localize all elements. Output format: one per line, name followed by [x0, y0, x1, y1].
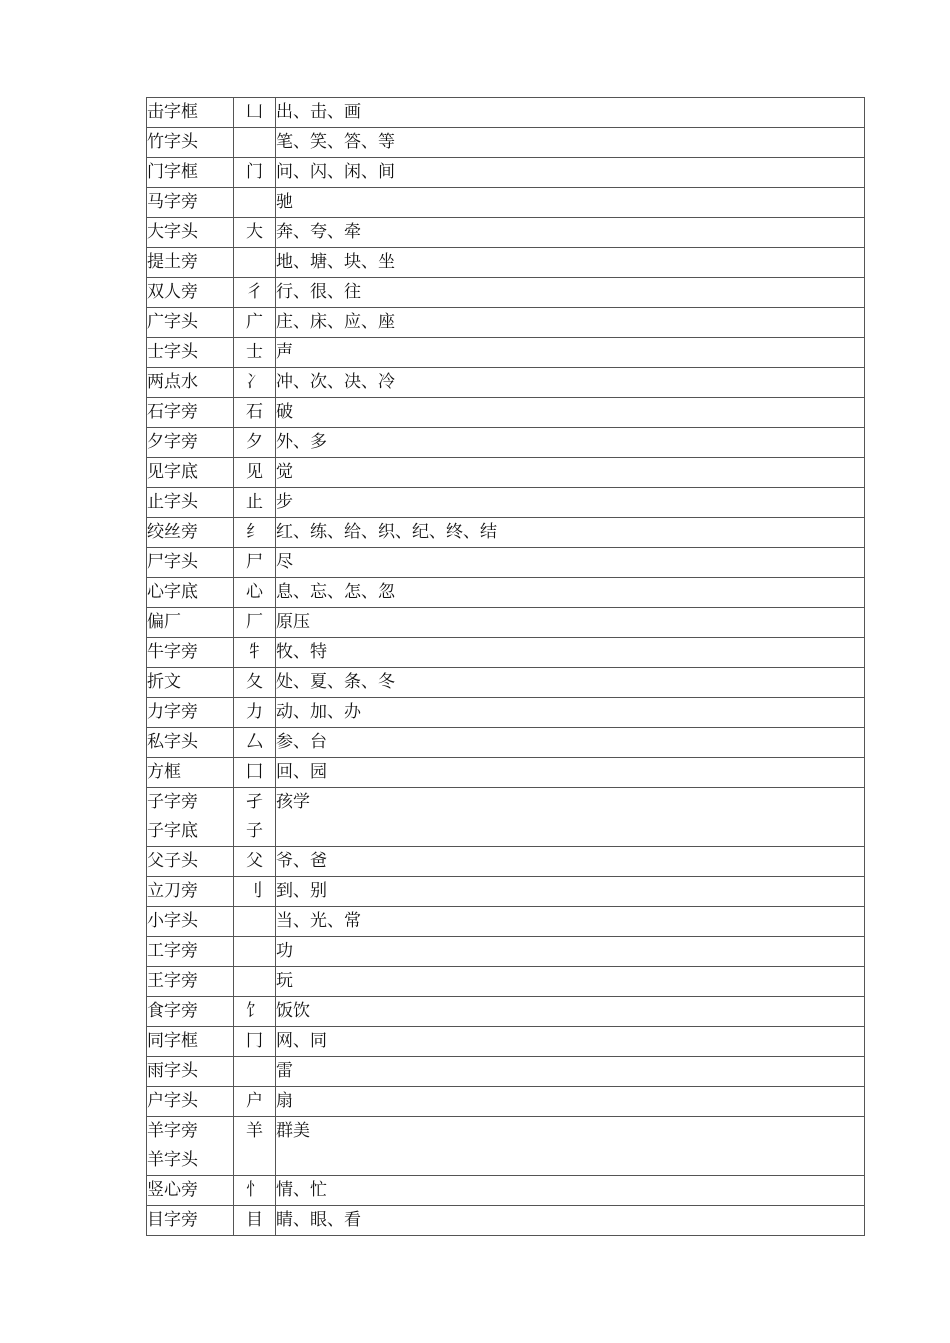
radical-name: 心字底	[147, 582, 198, 602]
radical-symbol: 目	[246, 1210, 263, 1230]
table-row	[147, 128, 865, 158]
radical-symbol	[234, 248, 275, 277]
radical-name-cell	[147, 458, 234, 488]
radical-name: 竹字头	[147, 132, 198, 152]
radical-name-cell	[147, 668, 234, 698]
table-row	[147, 188, 865, 218]
table-row	[147, 997, 865, 1027]
example-chars-cell	[276, 997, 865, 1027]
radical-symbol: 冂	[246, 1031, 263, 1051]
radical-name-cell	[147, 128, 234, 158]
example-chars-cell	[276, 788, 865, 847]
radical-symbol	[234, 128, 275, 157]
table-row	[147, 278, 865, 308]
radical-symbol: 户	[246, 1091, 263, 1111]
table-row	[147, 308, 865, 338]
radical-name-cell	[147, 158, 234, 188]
radical-name-cell	[147, 578, 234, 608]
example-chars: 出、击、画	[276, 102, 361, 122]
radical-symbol-cell	[234, 758, 276, 788]
radical-name-cell	[147, 967, 234, 997]
radical-symbol: 力	[246, 702, 263, 722]
example-chars: 觉	[276, 462, 293, 482]
example-chars-cell	[276, 308, 865, 338]
radical-name-cell	[147, 518, 234, 548]
radical-symbol	[234, 937, 275, 966]
radical-name: 大字头	[147, 222, 198, 242]
radical-name: 雨字头	[147, 1061, 198, 1081]
radical-name: 小字头	[147, 911, 198, 931]
example-chars-cell	[276, 248, 865, 278]
radical-name: 折文	[147, 672, 181, 692]
radical-name-cell	[147, 1117, 234, 1176]
example-chars: 驰	[276, 192, 293, 212]
radical-symbol: 广	[246, 312, 263, 332]
radical-symbol-cell	[234, 458, 276, 488]
radical-name: 马字旁	[147, 192, 198, 212]
radical-symbol-cell	[234, 997, 276, 1027]
example-chars-cell	[276, 338, 865, 368]
radical-symbol: 凵	[246, 102, 263, 122]
radical-name: 石字旁	[147, 402, 198, 422]
radical-symbol-cell	[234, 518, 276, 548]
radical-name: 双人旁	[147, 282, 198, 302]
table-row	[147, 518, 865, 548]
example-chars-cell	[276, 518, 865, 548]
radical-symbol-cell	[234, 1027, 276, 1057]
radical-name-cell	[147, 548, 234, 578]
radical-name-cell	[147, 188, 234, 218]
radical-symbol: 厂	[246, 612, 263, 632]
radical-symbol-cell	[234, 698, 276, 728]
radical-symbol-cell	[234, 548, 276, 578]
radical-name: 工字旁	[147, 941, 198, 961]
example-chars-cell	[276, 368, 865, 398]
table-row	[147, 338, 865, 368]
example-chars: 扇	[276, 1091, 293, 1111]
example-chars-cell	[276, 398, 865, 428]
radical-name-cell	[147, 847, 234, 877]
table-row	[147, 578, 865, 608]
radical-symbol: 子	[246, 821, 263, 841]
table-row	[147, 937, 865, 967]
table-row	[147, 1087, 865, 1117]
radical-name-cell	[147, 488, 234, 518]
example-chars-cell	[276, 1117, 865, 1176]
radical-name-cell	[147, 937, 234, 967]
radical-name: 羊字旁	[147, 1121, 198, 1141]
radical-symbol-cell	[234, 907, 276, 937]
radical-symbol-cell	[234, 638, 276, 668]
table-row	[147, 368, 865, 398]
radical-symbol: 大	[246, 222, 263, 242]
radical-name-cell	[147, 278, 234, 308]
radical-name-cell	[147, 98, 234, 128]
radical-symbol-cell	[234, 967, 276, 997]
radical-symbol-cell	[234, 788, 276, 847]
example-chars-cell	[276, 967, 865, 997]
radical-symbol	[234, 907, 275, 936]
radical-symbol: 止	[246, 492, 263, 512]
example-chars-cell	[276, 578, 865, 608]
radical-symbol-cell	[234, 338, 276, 368]
table-row	[147, 548, 865, 578]
example-chars-cell	[276, 758, 865, 788]
radical-symbol: 尸	[246, 552, 263, 572]
table-row	[147, 158, 865, 188]
example-chars-cell	[276, 1057, 865, 1087]
table-row	[147, 847, 865, 877]
radical-symbol	[234, 188, 275, 217]
radical-name-cell	[147, 1057, 234, 1087]
radical-symbol-cell	[234, 1176, 276, 1206]
example-chars: 庄、床、应、座	[276, 312, 395, 332]
example-chars: 问、闪、闲、间	[276, 162, 395, 182]
radical-name-cell	[147, 428, 234, 458]
table-row	[147, 218, 865, 248]
radical-name-cell	[147, 728, 234, 758]
radical-name-cell	[147, 338, 234, 368]
example-chars-cell	[276, 907, 865, 937]
radical-symbol: 彳	[246, 282, 263, 302]
example-chars: 孩学	[276, 792, 310, 812]
example-chars: 笔、笑、答、等	[276, 132, 395, 152]
example-chars-cell	[276, 728, 865, 758]
radical-symbol: 厶	[246, 732, 263, 752]
example-chars: 雷	[276, 1061, 293, 1081]
example-chars: 情、忙	[276, 1180, 327, 1200]
radical-name: 王字旁	[147, 971, 198, 991]
example-chars-cell	[276, 877, 865, 907]
example-chars-cell	[276, 218, 865, 248]
radical-name-cell	[147, 218, 234, 248]
radical-symbol-cell	[234, 128, 276, 158]
radical-symbol-cell	[234, 578, 276, 608]
radical-symbol: 牜	[246, 642, 263, 662]
example-chars-cell	[276, 638, 865, 668]
table-row	[147, 428, 865, 458]
radical-name-cell	[147, 308, 234, 338]
radical-symbol-cell	[234, 188, 276, 218]
radical-symbol-cell	[234, 398, 276, 428]
table-row	[147, 1027, 865, 1057]
example-chars-cell	[276, 128, 865, 158]
radical-symbol-cell	[234, 1117, 276, 1176]
radical-symbol: 孑	[246, 792, 263, 812]
radical-symbol: 心	[246, 582, 263, 602]
radical-symbol: 饣	[246, 1001, 263, 1021]
example-chars-cell	[276, 847, 865, 877]
example-chars: 处、夏、条、冬	[276, 672, 395, 692]
example-chars-cell	[276, 668, 865, 698]
radical-name: 父子头	[147, 851, 198, 871]
radical-name-cell	[147, 997, 234, 1027]
radical-name: 偏厂	[147, 612, 181, 632]
radical-name: 立刀旁	[147, 881, 198, 901]
radical-symbol-cell	[234, 368, 276, 398]
example-chars: 功	[276, 941, 293, 961]
radical-symbol-cell	[234, 728, 276, 758]
example-chars-cell	[276, 1087, 865, 1117]
table-row	[147, 248, 865, 278]
example-chars: 爷、爸	[276, 851, 327, 871]
example-chars-cell	[276, 428, 865, 458]
table-row	[147, 1117, 865, 1176]
table-row	[147, 1057, 865, 1087]
radical-symbol-cell	[234, 847, 276, 877]
radical-name-cell	[147, 248, 234, 278]
example-chars-cell	[276, 458, 865, 488]
example-chars: 尽	[276, 552, 293, 572]
example-chars: 当、光、常	[276, 911, 361, 931]
example-chars: 外、多	[276, 432, 327, 452]
radical-symbol: 夂	[246, 672, 263, 692]
radical-name-cell	[147, 907, 234, 937]
radical-name: 力字旁	[147, 702, 198, 722]
example-chars: 动、加、办	[276, 702, 361, 722]
radical-name: 士字头	[147, 342, 198, 362]
example-chars-cell	[276, 488, 865, 518]
radical-name-cell	[147, 1027, 234, 1057]
radical-name: 夕字旁	[147, 432, 198, 452]
example-chars-cell	[276, 937, 865, 967]
radical-name: 尸字头	[147, 552, 198, 572]
radical-name: 广字头	[147, 312, 198, 332]
example-chars-cell	[276, 188, 865, 218]
radical-symbol-cell	[234, 218, 276, 248]
radicals-table	[146, 97, 865, 1236]
example-chars: 红、练、给、织、纪、终、结	[276, 522, 497, 542]
radical-name: 竖心旁	[147, 1180, 198, 1200]
table-row	[147, 698, 865, 728]
radical-name: 绞丝旁	[147, 522, 198, 542]
table-row	[147, 458, 865, 488]
radical-name-cell	[147, 877, 234, 907]
table-row	[147, 728, 865, 758]
radical-name: 提土旁	[147, 252, 198, 272]
radical-name-cell	[147, 368, 234, 398]
example-chars-cell	[276, 1027, 865, 1057]
radical-name: 击字框	[147, 102, 198, 122]
table-row	[147, 98, 865, 128]
radical-symbol: 门	[246, 162, 263, 182]
radical-name-cell	[147, 638, 234, 668]
radical-symbol: 父	[246, 851, 263, 871]
radical-symbol-cell	[234, 937, 276, 967]
radical-name: 同字框	[147, 1031, 198, 1051]
radical-name-cell	[147, 1206, 234, 1236]
example-chars-cell	[276, 698, 865, 728]
example-chars: 地、塘、块、坐	[276, 252, 395, 272]
example-chars-cell	[276, 608, 865, 638]
example-chars: 破	[276, 402, 293, 422]
radical-symbol: 士	[246, 342, 263, 362]
example-chars-cell	[276, 548, 865, 578]
table-row	[147, 398, 865, 428]
radical-symbol-cell	[234, 1057, 276, 1087]
example-chars: 息、忘、怎、忽	[276, 582, 395, 602]
radical-name: 子字旁	[147, 792, 198, 812]
example-chars-cell	[276, 278, 865, 308]
radical-name: 见字底	[147, 462, 198, 482]
radical-symbol: 忄	[246, 1180, 263, 1200]
radical-name: 食字旁	[147, 1001, 198, 1021]
radical-symbol-cell	[234, 1206, 276, 1236]
example-chars-cell	[276, 158, 865, 188]
radical-symbol-cell	[234, 608, 276, 638]
example-chars: 冲、次、决、冷	[276, 372, 395, 392]
example-chars: 步	[276, 492, 293, 512]
radical-symbol	[234, 967, 275, 996]
example-chars: 牧、特	[276, 642, 327, 662]
radical-name-cell	[147, 698, 234, 728]
example-chars: 饭饮	[276, 1001, 310, 1021]
radical-symbol: 囗	[246, 762, 263, 782]
radical-symbol: 羊	[246, 1121, 263, 1141]
table-row	[147, 788, 865, 847]
table-row	[147, 1176, 865, 1206]
radical-name: 子字底	[147, 821, 198, 841]
example-chars: 到、别	[276, 881, 327, 901]
radical-symbol-cell	[234, 488, 276, 518]
radical-symbol-cell	[234, 308, 276, 338]
table-row	[147, 877, 865, 907]
radical-symbol-cell	[234, 877, 276, 907]
example-chars: 奔、夸、牵	[276, 222, 361, 242]
radical-symbol-cell	[234, 248, 276, 278]
radical-name-cell	[147, 758, 234, 788]
radical-name: 目字旁	[147, 1210, 198, 1230]
table-row	[147, 907, 865, 937]
table-row	[147, 638, 865, 668]
table-row	[147, 608, 865, 638]
radical-name-cell	[147, 1087, 234, 1117]
table-row	[147, 967, 865, 997]
radical-name: 门字框	[147, 162, 198, 182]
radical-symbol: 刂	[246, 881, 263, 901]
radical-symbol-cell	[234, 278, 276, 308]
radical-name-cell	[147, 398, 234, 428]
example-chars: 睛、眼、看	[276, 1210, 361, 1230]
example-chars: 网、同	[276, 1031, 327, 1051]
radical-symbol	[234, 1057, 275, 1086]
table-row	[147, 668, 865, 698]
example-chars: 玩	[276, 971, 293, 991]
example-chars: 回、园	[276, 762, 327, 782]
radical-name: 止字头	[147, 492, 198, 512]
radical-name: 牛字旁	[147, 642, 198, 662]
radical-symbol: 纟	[246, 522, 263, 542]
example-chars: 群美	[276, 1121, 310, 1141]
example-chars-cell	[276, 1176, 865, 1206]
radical-name: 户字头	[147, 1091, 198, 1111]
example-chars-cell	[276, 1206, 865, 1236]
radical-name: 两点水	[147, 372, 198, 392]
example-chars: 行、很、往	[276, 282, 361, 302]
radical-symbol: 夕	[246, 432, 263, 452]
radical-name: 方框	[147, 762, 181, 782]
radical-symbol-cell	[234, 98, 276, 128]
radical-name-cell	[147, 608, 234, 638]
example-chars-cell	[276, 98, 865, 128]
table-row	[147, 758, 865, 788]
radical-symbol: 冫	[246, 372, 263, 392]
table-row	[147, 1206, 865, 1236]
radical-symbol: 石	[246, 402, 263, 422]
radical-name: 私字头	[147, 732, 198, 752]
example-chars: 参、台	[276, 732, 327, 752]
radical-name-cell	[147, 788, 234, 847]
radicals-table-body	[147, 98, 865, 1236]
radical-symbol-cell	[234, 428, 276, 458]
example-chars: 原压	[276, 612, 310, 632]
radical-name-cell	[147, 1176, 234, 1206]
radical-symbol-cell	[234, 668, 276, 698]
radical-name: 羊字头	[147, 1150, 198, 1170]
radical-symbol-cell	[234, 1087, 276, 1117]
radical-symbol-cell	[234, 158, 276, 188]
example-chars: 声	[276, 342, 293, 362]
table-row	[147, 488, 865, 518]
radical-symbol: 见	[246, 462, 263, 482]
